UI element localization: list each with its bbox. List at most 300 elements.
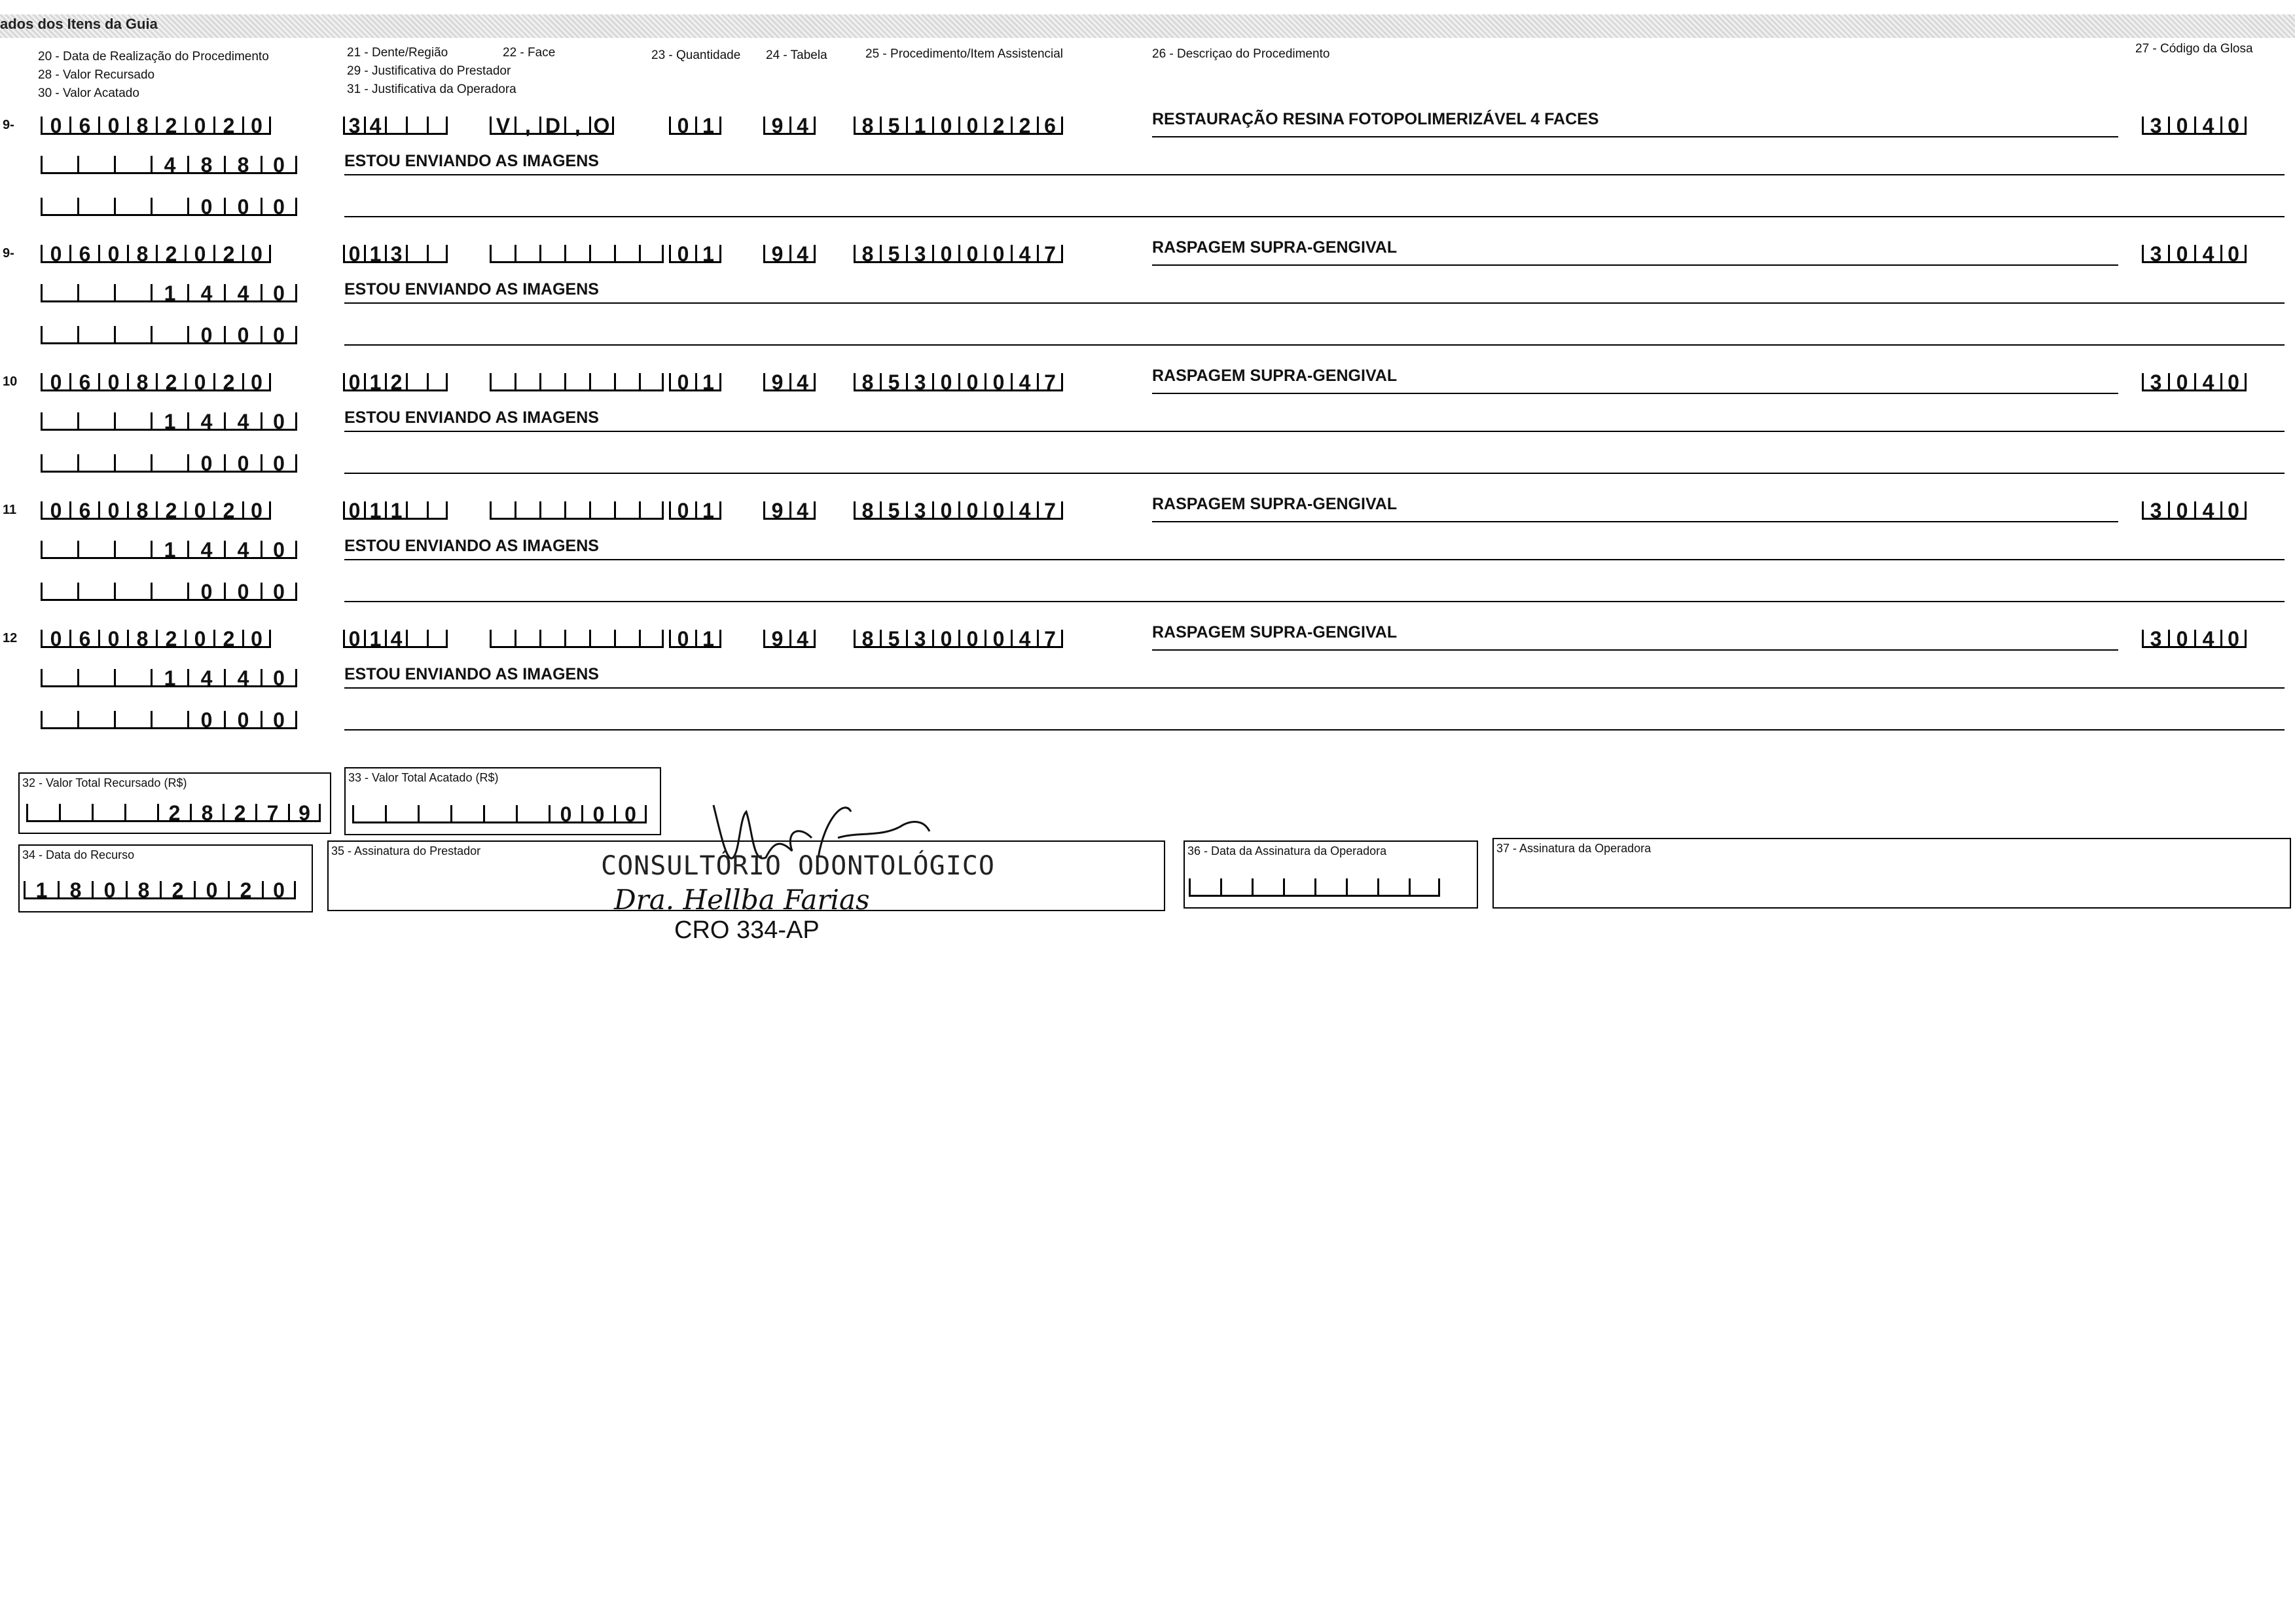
justificativa-prestador-line bbox=[344, 559, 2285, 560]
face-cell bbox=[539, 630, 564, 648]
face-cell: D bbox=[539, 117, 564, 135]
face-cell bbox=[564, 630, 589, 648]
procedimento-codigo-cell: 0 bbox=[932, 117, 958, 135]
date-procedimento-cell: 0 bbox=[41, 630, 69, 648]
valor-acatado-cell bbox=[77, 583, 114, 601]
procedimento-codigo-cell: 5 bbox=[880, 245, 906, 263]
justificativa-operadora-line[interactable] bbox=[344, 473, 2285, 474]
face-cell bbox=[515, 373, 539, 391]
tot-rec-cell bbox=[59, 804, 92, 822]
data-rec-cell: 8 bbox=[126, 881, 160, 899]
valor-acatado[interactable] bbox=[41, 323, 297, 347]
header-23: 23 - Quantidade bbox=[651, 48, 741, 62]
procedimento-codigo-cell: 5 bbox=[880, 630, 906, 648]
dente-regiao-cell: 3 bbox=[385, 245, 406, 263]
date-procedimento-cell: 0 bbox=[185, 117, 213, 135]
date-procedimento-cell: 0 bbox=[242, 117, 271, 135]
valor-acatado-cell bbox=[77, 711, 114, 729]
descricao-line bbox=[1152, 264, 2118, 266]
date-procedimento-cell: 0 bbox=[98, 630, 127, 648]
valor-acatado-cell: 0 bbox=[224, 326, 261, 344]
data-rec-cell: 2 bbox=[160, 881, 194, 899]
valor-recursado-cell bbox=[77, 284, 114, 302]
valor-recursado-cell bbox=[114, 541, 151, 559]
procedimento-codigo-cell: 7 bbox=[1037, 630, 1063, 648]
date-procedimento-cell: 6 bbox=[69, 630, 98, 648]
tot-aca-cell bbox=[516, 805, 549, 823]
tot-aca-cell: 0 bbox=[581, 805, 614, 823]
tot-aca-cell bbox=[385, 805, 418, 823]
valor-acatado-cell bbox=[77, 326, 114, 344]
descricao-line bbox=[1152, 393, 2118, 394]
justificativa-prestador: ESTOU ENVIANDO AS IMAGENS bbox=[344, 537, 599, 555]
justificativa-operadora-line[interactable] bbox=[344, 601, 2285, 602]
tabela[interactable] bbox=[763, 242, 816, 266]
procedimento-codigo-cell: 0 bbox=[932, 245, 958, 263]
codigo-glosa-cell: 0 bbox=[2220, 245, 2247, 263]
date-procedimento-cell: 0 bbox=[185, 501, 213, 520]
valor-recursado[interactable] bbox=[41, 666, 297, 690]
valor-acatado-cell: 0 bbox=[224, 198, 261, 216]
justificativa-prestador-line bbox=[344, 302, 2285, 304]
procedimento-codigo-cell: 0 bbox=[932, 630, 958, 648]
data-assinatura-operadora-box bbox=[1184, 840, 1478, 909]
valor-recursado-cell bbox=[41, 156, 77, 174]
valor-acatado[interactable] bbox=[41, 708, 297, 732]
procedimento-codigo[interactable] bbox=[854, 370, 1063, 394]
item-number: 10 bbox=[3, 374, 18, 389]
face[interactable] bbox=[490, 630, 664, 648]
valor-acatado-cell bbox=[77, 454, 114, 473]
date-procedimento[interactable] bbox=[41, 114, 271, 137]
tot-rec-cell: 2 bbox=[223, 804, 255, 822]
valor-acatado-cell: 0 bbox=[261, 326, 297, 344]
quantidade[interactable] bbox=[669, 370, 721, 394]
procedimento-codigo-cell: 5 bbox=[880, 373, 906, 391]
header-22: 22 - Face bbox=[503, 46, 556, 60]
valor-acatado-cell bbox=[151, 326, 187, 344]
section-header-bar bbox=[0, 14, 2295, 38]
valor-recursado-cell bbox=[77, 669, 114, 687]
codigo-glosa[interactable] bbox=[2142, 501, 2247, 520]
data-rec-cell: 0 bbox=[194, 881, 228, 899]
procedimento-codigo-cell: 4 bbox=[1011, 245, 1037, 263]
quantidade[interactable] bbox=[669, 627, 721, 651]
header-24: 24 - Tabela bbox=[766, 48, 827, 62]
face[interactable] bbox=[490, 373, 664, 391]
tabela-cell: 4 bbox=[789, 630, 816, 648]
codigo-glosa-cell: 4 bbox=[2194, 373, 2220, 391]
valor-acatado-cell bbox=[41, 326, 77, 344]
valor-recursado-cell bbox=[114, 284, 151, 302]
date-procedimento-cell: 0 bbox=[242, 501, 271, 520]
tot-aca-cell bbox=[352, 805, 385, 823]
dente-regiao-cell bbox=[385, 117, 406, 135]
face-cell bbox=[564, 245, 589, 263]
dente-regiao-cell: 4 bbox=[385, 630, 406, 648]
tabela-cell: 4 bbox=[789, 501, 816, 520]
valor-recursado[interactable] bbox=[41, 153, 297, 177]
descricao-procedimento: RASPAGEM SUPRA-GENGIVAL bbox=[1152, 623, 1398, 641]
face-cell bbox=[539, 501, 564, 520]
valor-recursado-cell: 0 bbox=[261, 156, 297, 174]
date-procedimento-cell: 0 bbox=[242, 245, 271, 263]
section-title: ados dos Itens da Guia bbox=[0, 16, 158, 32]
valor-acatado-cell bbox=[41, 454, 77, 473]
date-procedimento-cell: 2 bbox=[156, 373, 185, 391]
valor-recursado-cell bbox=[41, 541, 77, 559]
valor-recursado-cell bbox=[114, 412, 151, 431]
valor-acatado-cell: 0 bbox=[261, 711, 297, 729]
valor-recursado-cell: 4 bbox=[187, 284, 224, 302]
face-cell bbox=[614, 501, 639, 520]
header-20: 20 - Data de Realização do Procedimento bbox=[38, 50, 269, 63]
dente-regiao-cell bbox=[406, 630, 427, 648]
tot-rec-cell: 2 bbox=[157, 804, 190, 822]
face-cell bbox=[589, 501, 614, 520]
procedimento-codigo-cell: 8 bbox=[854, 501, 880, 520]
procedimento-codigo-cell: 1 bbox=[906, 117, 932, 135]
procedimento-codigo-cell: 6 bbox=[1037, 117, 1063, 135]
codigo-glosa[interactable] bbox=[2142, 114, 2247, 137]
date-procedimento-cell: 2 bbox=[213, 245, 242, 263]
tot-aca-cell: 0 bbox=[549, 805, 581, 823]
date-procedimento[interactable] bbox=[41, 242, 271, 266]
valor-acatado-cell: 0 bbox=[224, 454, 261, 473]
tabela[interactable] bbox=[763, 627, 816, 651]
justificativa-prestador: ESTOU ENVIANDO AS IMAGENS bbox=[344, 665, 599, 683]
face[interactable] bbox=[490, 245, 664, 263]
quantidade-cell: 0 bbox=[669, 117, 695, 135]
header-29: 29 - Justificativa do Prestador bbox=[347, 64, 511, 78]
date-procedimento-cell: 8 bbox=[127, 630, 156, 648]
tot-aca-cell: 0 bbox=[614, 805, 647, 823]
codigo-glosa[interactable] bbox=[2142, 627, 2247, 651]
face[interactable] bbox=[490, 114, 614, 137]
tot-aca-cell bbox=[483, 805, 516, 823]
justificativa-operadora-line[interactable] bbox=[344, 729, 2285, 731]
valor-recursado-cell: 0 bbox=[261, 412, 297, 431]
valor-recursado[interactable] bbox=[41, 538, 297, 562]
date-procedimento-cell: 2 bbox=[156, 630, 185, 648]
face-cell bbox=[639, 373, 664, 391]
dente-regiao-cell: 1 bbox=[385, 501, 406, 520]
procedimento-codigo-cell: 0 bbox=[958, 245, 985, 263]
valor-recursado-cell bbox=[114, 156, 151, 174]
dente-regiao[interactable] bbox=[343, 114, 448, 137]
quantidade[interactable] bbox=[669, 501, 721, 520]
dente-regiao-cell bbox=[427, 373, 448, 391]
header-30: 30 - Valor Acatado bbox=[38, 86, 139, 100]
valor-acatado-cell bbox=[114, 583, 151, 601]
item-number: 9- bbox=[3, 118, 14, 132]
face-cell bbox=[614, 373, 639, 391]
date-procedimento-cell: 0 bbox=[98, 117, 127, 135]
dente-regiao-cell bbox=[427, 245, 448, 263]
procedimento-codigo[interactable] bbox=[854, 501, 1063, 520]
justificativa-operadora-line[interactable] bbox=[344, 216, 2285, 217]
valor-recursado-cell bbox=[114, 669, 151, 687]
header-25: 25 - Procedimento/Item Assistencial bbox=[865, 47, 1064, 61]
quantidade-cell: 1 bbox=[695, 245, 721, 263]
codigo-glosa-cell: 0 bbox=[2168, 373, 2194, 391]
valor-recursado-cell bbox=[41, 412, 77, 431]
face-cell bbox=[589, 630, 614, 648]
header-27: 27 - Código da Glosa bbox=[2135, 42, 2253, 56]
total-acatado-box bbox=[344, 767, 661, 835]
dente-regiao[interactable] bbox=[343, 501, 448, 520]
codigo-glosa-cell: 0 bbox=[2168, 630, 2194, 648]
valor-acatado-cell bbox=[114, 454, 151, 473]
face-cell bbox=[490, 630, 515, 648]
dente-regiao-cell: 3 bbox=[343, 117, 364, 135]
procedimento-codigo-cell: 0 bbox=[985, 630, 1011, 648]
face-cell bbox=[564, 501, 589, 520]
procedimento-codigo-cell: 3 bbox=[906, 630, 932, 648]
valor-recursado-cell: 8 bbox=[224, 156, 261, 174]
valor-acatado[interactable] bbox=[41, 580, 297, 604]
valor-acatado-cell bbox=[41, 711, 77, 729]
date-procedimento[interactable] bbox=[41, 370, 271, 394]
tot-rec-cell bbox=[92, 804, 124, 822]
valor-recursado-cell: 1 bbox=[151, 284, 187, 302]
date-procedimento-cell: 0 bbox=[98, 373, 127, 391]
dente-regiao-cell bbox=[406, 117, 427, 135]
data-rec-cell: 0 bbox=[92, 881, 126, 899]
valor-recursado-cell: 8 bbox=[187, 156, 224, 174]
header-21: 21 - Dente/Região bbox=[347, 46, 448, 60]
procedimento-codigo-cell: 0 bbox=[958, 501, 985, 520]
assinatura-prestador-label: 35 - Assinatura do Prestador bbox=[331, 844, 481, 857]
date-procedimento-cell: 0 bbox=[242, 630, 271, 648]
codigo-glosa-cell: 0 bbox=[2220, 501, 2247, 520]
date-procedimento-cell: 2 bbox=[213, 373, 242, 391]
valor-acatado-cell bbox=[151, 711, 187, 729]
data-recurso-label: 34 - Data do Recurso bbox=[22, 848, 135, 861]
valor-recursado-cell bbox=[77, 412, 114, 431]
procedimento-codigo-cell: 2 bbox=[1011, 117, 1037, 135]
quantidade-cell: 0 bbox=[669, 373, 695, 391]
tabela-cell: 4 bbox=[789, 117, 816, 135]
valor-recursado-cell: 0 bbox=[261, 541, 297, 559]
tabela[interactable] bbox=[763, 114, 816, 137]
data-rec-cell: 1 bbox=[24, 881, 58, 899]
total-recursado-box bbox=[18, 772, 331, 834]
dente-regiao-cell: 0 bbox=[343, 245, 364, 263]
date-procedimento-cell: 0 bbox=[41, 117, 69, 135]
dente-regiao-cell bbox=[427, 117, 448, 135]
face-cell bbox=[564, 373, 589, 391]
justificativa-prestador-line bbox=[344, 431, 2285, 432]
codigo-glosa-cell: 0 bbox=[2168, 117, 2194, 135]
procedimento-codigo-cell: 0 bbox=[958, 630, 985, 648]
valor-acatado-cell: 0 bbox=[261, 583, 297, 601]
descricao-line bbox=[1152, 521, 2118, 522]
justificativa-prestador: ESTOU ENVIANDO AS IMAGENS bbox=[344, 280, 599, 298]
valor-acatado[interactable] bbox=[41, 195, 297, 219]
procedimento-codigo[interactable] bbox=[854, 627, 1063, 651]
valor-recursado-cell: 0 bbox=[261, 284, 297, 302]
tabela-cell: 4 bbox=[789, 245, 816, 263]
dente-regiao-cell: 1 bbox=[364, 373, 385, 391]
valor-acatado-cell bbox=[114, 198, 151, 216]
data-recurso-digits[interactable] bbox=[24, 878, 296, 902]
tot-aca-cell bbox=[418, 805, 450, 823]
codigo-glosa-cell: 4 bbox=[2194, 501, 2220, 520]
procedimento-codigo-cell: 7 bbox=[1037, 245, 1063, 263]
codigo-glosa-cell: 4 bbox=[2194, 630, 2220, 648]
procedimento-codigo-cell: 0 bbox=[985, 245, 1011, 263]
procedimento-codigo-cell: 0 bbox=[958, 373, 985, 391]
procedimento-codigo-cell: 4 bbox=[1011, 630, 1037, 648]
procedimento-codigo-cell: 0 bbox=[958, 117, 985, 135]
valor-recursado[interactable] bbox=[41, 281, 297, 305]
data-assinatura-operadora-digits[interactable] bbox=[1189, 878, 1440, 897]
tabela-cell: 9 bbox=[763, 245, 789, 263]
tabela-cell: 9 bbox=[763, 501, 789, 520]
procedimento-codigo[interactable] bbox=[854, 114, 1063, 137]
valor-acatado-cell: 0 bbox=[187, 711, 224, 729]
face-cell bbox=[639, 630, 664, 648]
quantidade-cell: 0 bbox=[669, 501, 695, 520]
valor-recursado[interactable] bbox=[41, 412, 297, 431]
data-rec-cell: 0 bbox=[262, 881, 296, 899]
justificativa-prestador-line bbox=[344, 687, 2285, 689]
valor-recursado-cell: 4 bbox=[151, 156, 187, 174]
procedimento-codigo-cell: 3 bbox=[906, 245, 932, 263]
procedimento-codigo-cell: 0 bbox=[932, 501, 958, 520]
procedimento-codigo-cell: 3 bbox=[906, 373, 932, 391]
total-acatado-digits[interactable] bbox=[352, 803, 647, 826]
procedimento-codigo[interactable] bbox=[854, 242, 1063, 266]
procedimento-codigo-cell: 8 bbox=[854, 373, 880, 391]
tabela-cell: 9 bbox=[763, 117, 789, 135]
valor-acatado-cell: 0 bbox=[224, 583, 261, 601]
quantidade[interactable] bbox=[669, 114, 721, 137]
tot-rec-cell: 9 bbox=[288, 804, 321, 822]
face-cell bbox=[490, 373, 515, 391]
date-procedimento[interactable] bbox=[41, 627, 271, 651]
data-assinatura-operadora-label: 36 - Data da Assinatura da Operadora bbox=[1187, 844, 1387, 857]
valor-acatado-cell bbox=[114, 326, 151, 344]
codigo-glosa-cell: 3 bbox=[2142, 117, 2168, 135]
valor-acatado[interactable] bbox=[41, 454, 297, 473]
face-cell bbox=[589, 373, 614, 391]
header-31: 31 - Justificativa da Operadora bbox=[347, 82, 516, 96]
valor-acatado-cell: 0 bbox=[261, 454, 297, 473]
dente-regiao-cell bbox=[427, 630, 448, 648]
face-cell bbox=[515, 245, 539, 263]
quantidade-cell: 1 bbox=[695, 117, 721, 135]
dente-regiao-cell: 2 bbox=[385, 373, 406, 391]
assinatura-operadora-label: 37 - Assinatura da Operadora bbox=[1496, 842, 1652, 855]
dente-regiao-cell bbox=[406, 373, 427, 391]
total-recursado-label: 32 - Valor Total Recursado (R$) bbox=[22, 776, 187, 789]
date-procedimento-cell: 6 bbox=[69, 245, 98, 263]
face-cell: , bbox=[564, 117, 589, 135]
procedimento-codigo-cell: 7 bbox=[1037, 373, 1063, 391]
codigo-glosa-cell: 0 bbox=[2220, 117, 2247, 135]
data-recurso-box bbox=[18, 844, 313, 912]
descricao-line bbox=[1152, 136, 2118, 137]
date-procedimento-cell: 6 bbox=[69, 373, 98, 391]
tot-rec-cell bbox=[124, 804, 157, 822]
date-procedimento[interactable] bbox=[41, 501, 271, 520]
procedimento-codigo-cell: 5 bbox=[880, 501, 906, 520]
face[interactable] bbox=[490, 501, 664, 520]
valor-recursado-cell: 0 bbox=[261, 669, 297, 687]
dente-regiao[interactable] bbox=[343, 370, 448, 394]
header-28: 28 - Valor Recursado bbox=[38, 68, 155, 82]
total-acatado-label: 33 - Valor Total Acatado (R$) bbox=[348, 771, 499, 784]
date-procedimento-cell: 2 bbox=[213, 117, 242, 135]
stamp-line2: Dra. Hellba Farias bbox=[614, 884, 870, 916]
date-procedimento-cell: 0 bbox=[98, 245, 127, 263]
dente-regiao-cell: 1 bbox=[364, 501, 385, 520]
dente-regiao[interactable] bbox=[343, 242, 448, 266]
procedimento-codigo-cell: 7 bbox=[1037, 501, 1063, 520]
face-cell bbox=[490, 501, 515, 520]
dente-regiao-cell: 0 bbox=[343, 501, 364, 520]
codigo-glosa[interactable] bbox=[2142, 370, 2247, 394]
date-procedimento-cell: 0 bbox=[185, 630, 213, 648]
justificativa-prestador: ESTOU ENVIANDO AS IMAGENS bbox=[344, 408, 599, 427]
valor-acatado-cell bbox=[77, 198, 114, 216]
codigo-glosa-cell: 3 bbox=[2142, 373, 2168, 391]
tabela[interactable] bbox=[763, 370, 816, 394]
codigo-glosa[interactable] bbox=[2142, 242, 2247, 266]
face-cell bbox=[515, 501, 539, 520]
tot-rec-cell: 8 bbox=[190, 804, 223, 822]
face-cell bbox=[515, 630, 539, 648]
procedimento-codigo-cell: 8 bbox=[854, 117, 880, 135]
quantidade-cell: 0 bbox=[669, 630, 695, 648]
assinatura-operadora-box[interactable] bbox=[1492, 838, 2291, 909]
total-recursado-digits[interactable] bbox=[26, 801, 321, 825]
quantidade[interactable] bbox=[669, 242, 721, 266]
descricao-procedimento: RASPAGEM SUPRA-GENGIVAL bbox=[1152, 367, 1398, 385]
date-procedimento-cell: 0 bbox=[185, 245, 213, 263]
date-procedimento-cell: 0 bbox=[41, 245, 69, 263]
item-number: 11 bbox=[3, 503, 17, 517]
tot-rec-cell: 7 bbox=[255, 804, 288, 822]
valor-recursado-cell bbox=[77, 541, 114, 559]
date-procedimento-cell: 0 bbox=[185, 373, 213, 391]
dente-regiao-cell: 4 bbox=[364, 117, 385, 135]
face-cell bbox=[589, 245, 614, 263]
date-procedimento-cell: 0 bbox=[98, 501, 127, 520]
face-cell bbox=[614, 245, 639, 263]
valor-recursado-cell: 1 bbox=[151, 669, 187, 687]
justificativa-operadora-line[interactable] bbox=[344, 344, 2285, 346]
tabela[interactable] bbox=[763, 501, 816, 520]
date-procedimento-cell: 0 bbox=[242, 373, 271, 391]
dente-regiao[interactable] bbox=[343, 627, 448, 651]
date-procedimento-cell: 0 bbox=[41, 373, 69, 391]
valor-acatado-cell: 0 bbox=[187, 326, 224, 344]
valor-acatado-cell bbox=[114, 711, 151, 729]
date-procedimento-cell: 2 bbox=[213, 630, 242, 648]
data-rec-cell: 8 bbox=[58, 881, 92, 899]
tabela-cell: 9 bbox=[763, 373, 789, 391]
valor-acatado-cell: 0 bbox=[187, 583, 224, 601]
tabela-cell: 4 bbox=[789, 373, 816, 391]
header-26: 26 - Descriçao do Procedimento bbox=[1152, 47, 1330, 61]
date-procedimento-cell: 8 bbox=[127, 373, 156, 391]
dente-regiao-cell bbox=[406, 501, 427, 520]
face-cell bbox=[639, 501, 664, 520]
justificativa-prestador: ESTOU ENVIANDO AS IMAGENS bbox=[344, 152, 599, 170]
